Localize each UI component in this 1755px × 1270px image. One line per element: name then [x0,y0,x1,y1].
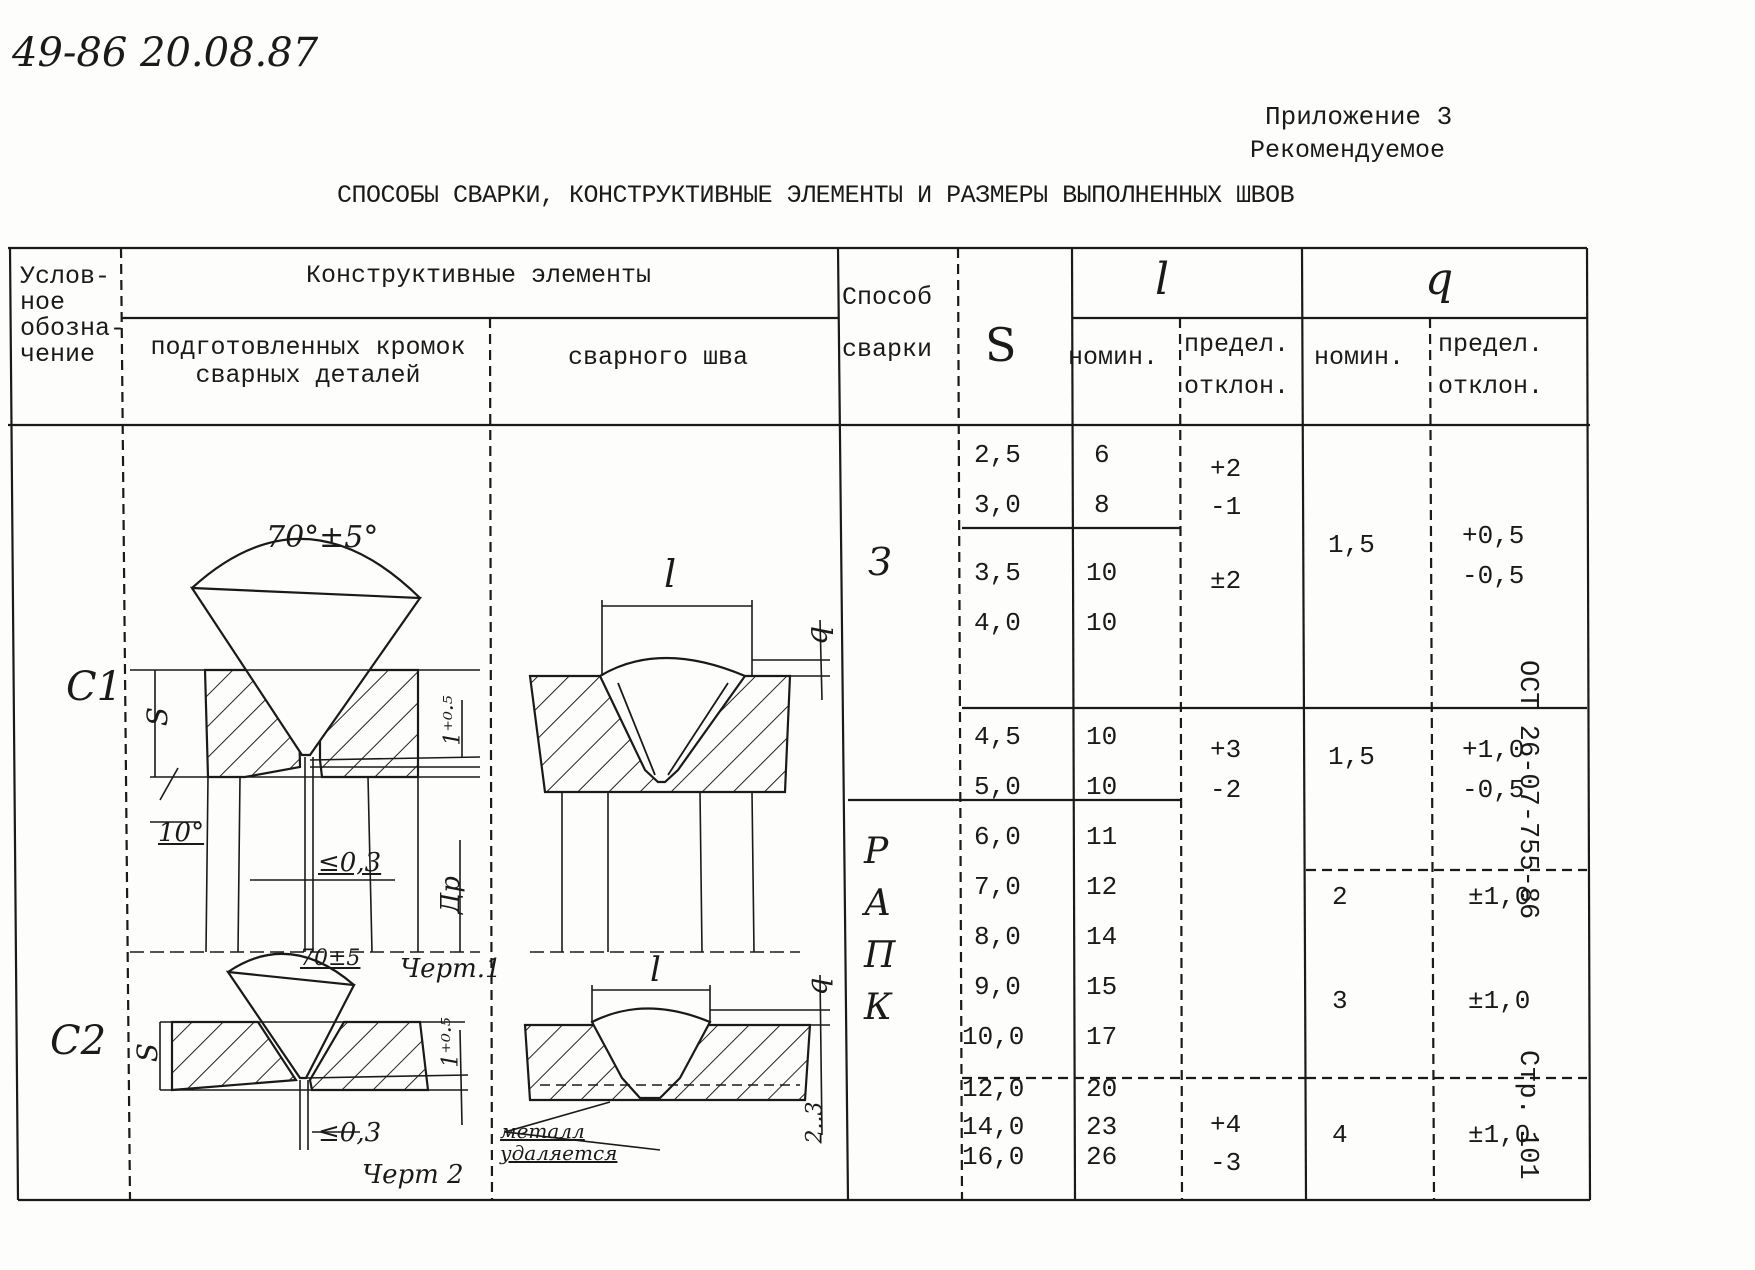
page-number: Стр. 101 [1512,1050,1542,1180]
row-9-l: 14 [1086,922,1118,952]
q-dev-group-2: +1,0 -0,5 [1462,735,1525,805]
row-6-s: 5,0 [974,772,1021,802]
appendix-status: Рекомендуемое [1250,136,1446,165]
q-dev-group-5: ±1,0 [1468,1120,1531,1150]
c2-root-label: 1⁺⁰·⁵ [438,1017,464,1068]
method-rapk: Р А П К [864,831,896,1028]
header-constructive: Конструктивные элементы [306,261,652,290]
c1-weld-q-label: q [800,625,836,646]
row-1-s: 2,5 [974,440,1021,470]
header-q-nom: номин. [1314,343,1405,372]
row-2-s: 3,0 [974,490,1021,520]
row-6-l: 10 [1086,772,1118,802]
c1-angle-label: 70°±5° [266,520,379,555]
row-14-l: 26 [1086,1142,1118,1172]
row-12-l: 20 [1086,1074,1118,1104]
c1-prep-drawing [130,539,480,952]
c2-angle-label: 70±5 [300,946,361,971]
header-l: l [1155,254,1170,305]
header-s: S [985,318,1017,372]
c2-gap-label: ≤0,3 [318,1118,382,1148]
l-dev-group-4: +4 -3 [1210,1110,1242,1178]
row-5-l: 10 [1086,722,1118,752]
q-dev-group-3: ±1,0 [1468,882,1531,912]
l-dev-group-1: +2 -1 [1210,454,1242,522]
row-3-s: 3,5 [974,558,1021,588]
c2-note: металл удаляется [500,1119,618,1165]
row-7-l: 11 [1086,822,1118,852]
q-nom-group-1: 1,5 [1328,530,1375,560]
c2-s-label: S [131,1042,165,1063]
row-4-s: 4,0 [974,608,1021,638]
row-8-s: 7,0 [974,872,1021,902]
row-10-l: 15 [1086,972,1118,1002]
c2-depth-label: 2..3 [802,1101,828,1144]
row-14-s: 16,0 [962,1142,1025,1172]
appendix-number: Приложение 3 [1265,102,1453,132]
c1-dp-label: Др [435,876,466,914]
q-nom-group-4: 3 [1332,986,1348,1016]
row-9-s: 8,0 [974,922,1021,952]
row-13-l: 23 [1086,1112,1118,1142]
q-dev-group-1: +0,5 -0,5 [1462,521,1525,591]
header-q: q [1425,254,1454,305]
c1-root-label: 1⁺⁰·⁵ [440,695,466,746]
row-3-l: 10 [1086,558,1118,588]
header-weld-seam: сварного шва [568,343,749,372]
c1-weld-drawing [530,600,830,952]
header-l-nom: номин. [1068,343,1159,372]
method-z: З [868,540,892,584]
row-12-s: 12,0 [962,1074,1025,1104]
header-l-dev: предел. отклон. [1184,330,1290,401]
c1-figure-label: Черт.1 [400,954,502,984]
row-4-l: 10 [1086,608,1118,638]
row-13-s: 14,0 [962,1112,1025,1142]
header-prepared-edges: подготовленных кромок сварных деталей [150,333,466,390]
page-title: СПОСОБЫ СВАРКИ, КОНСТРУКТИВНЫЕ ЭЛЕМЕНТЫ И РАЗМЕРЫ ВЫПОЛНЕННЫХ ШВОВ [337,181,1295,210]
document-code: ОСТ 26-07-755-86 [1512,660,1542,920]
header-method: Способ сварки [842,283,933,364]
l-dev-group-3: +3 -2 [1210,735,1242,805]
row-10-s: 9,0 [974,972,1021,1002]
c1-bevel-label: 10° [158,818,205,848]
q-nom-group-2: 1,5 [1328,742,1375,772]
header-q-dev: предел. отклон. [1438,330,1544,401]
c2-weld-l-label: l [650,950,661,990]
c2-figure-label: Черт 2 [362,1160,464,1190]
row-11-s: 10,0 [962,1022,1025,1052]
row-7-s: 6,0 [974,822,1021,852]
row-11-l: 17 [1086,1022,1118,1052]
handwritten-ref: 49-86 20.08.87 [12,30,319,76]
header-designation: Услов- ное обозна- чение [20,262,126,369]
row-1-l: 6 [1094,440,1110,470]
row-2-l: 8 [1094,490,1110,520]
row-8-l: 12 [1086,872,1118,902]
q-nom-group-3: 2 [1332,882,1348,912]
joint-code-c1: C1 [66,664,123,710]
c2-weld-q-label: q [800,977,834,996]
q-dev-group-4: ±1,0 [1468,986,1531,1016]
row-5-s: 4,5 [974,722,1021,752]
c1-weld-l-label: l [664,552,677,596]
c1-s-label: S [141,706,175,727]
joint-code-c2: C2 [50,1018,107,1064]
c1-gap-label: ≤0,3 [318,848,382,878]
q-nom-group-5: 4 [1332,1120,1348,1150]
l-dev-group-2: ±2 [1210,566,1242,596]
